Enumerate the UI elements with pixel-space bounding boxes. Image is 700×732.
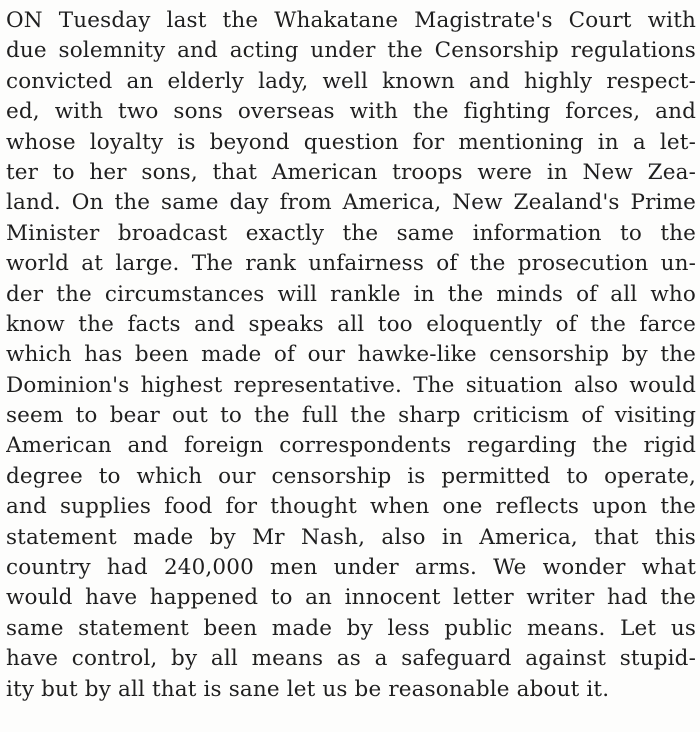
article-line: seem to bear out to the full the sharp criticism of visiting bbox=[6, 403, 696, 429]
article-line: der the circumstances will rankle in the minds of all who bbox=[6, 281, 696, 307]
article-line: ed, with two sons overseas with the fighting forces, and bbox=[6, 99, 696, 125]
article-line: would have happened to an innocent letter writer had the bbox=[6, 585, 696, 611]
article-line: world at large. The rank unfairness of the prosecution un- bbox=[6, 251, 696, 277]
article-line: statement made by Mr Nash, also in America, that this bbox=[6, 524, 696, 550]
article-line: which has been made of our hawke-like censorship by the bbox=[6, 342, 696, 368]
article-line: American and foreign correspondents regarding the rigid bbox=[6, 433, 696, 459]
article-line: Dominion's highest representative. The situation also would bbox=[6, 372, 696, 398]
article-line: country had 240,000 men under arms. We wonder what bbox=[6, 555, 696, 581]
article-line: ter to her sons, that American troops were in New Zea- bbox=[6, 159, 696, 185]
article-line: whose loyalty is beyond question for mentioning in a let- bbox=[6, 129, 696, 155]
article-line: convicted an elderly lady, well known and highly respect- bbox=[6, 68, 696, 94]
article-line: and supplies food for thought when one reflects upon the bbox=[6, 494, 696, 520]
editorial-article bbox=[6, 6, 696, 705]
article-line: ity but by all that is sane let us be reasonable about it. bbox=[6, 676, 610, 702]
article-line: Minister broadcast exactly the same information to the bbox=[6, 220, 696, 246]
article-line: know the facts and speaks all too eloquently of the farce bbox=[6, 311, 696, 337]
article-line: degree to which our censorship is permitted to operate, bbox=[6, 463, 696, 489]
article-line: same statement been made by less public means. Let us bbox=[6, 615, 696, 641]
article-line: due solemnity and acting under the Censorship regulations bbox=[6, 38, 696, 64]
article-line: land. On the same day from America, New Zealand's Prime bbox=[6, 190, 696, 216]
article-line: have control, by all means as a safeguard against stupid- bbox=[6, 646, 696, 672]
article-line: ON Tuesday last the Whakatane Magistrate's Court with bbox=[6, 8, 696, 33]
